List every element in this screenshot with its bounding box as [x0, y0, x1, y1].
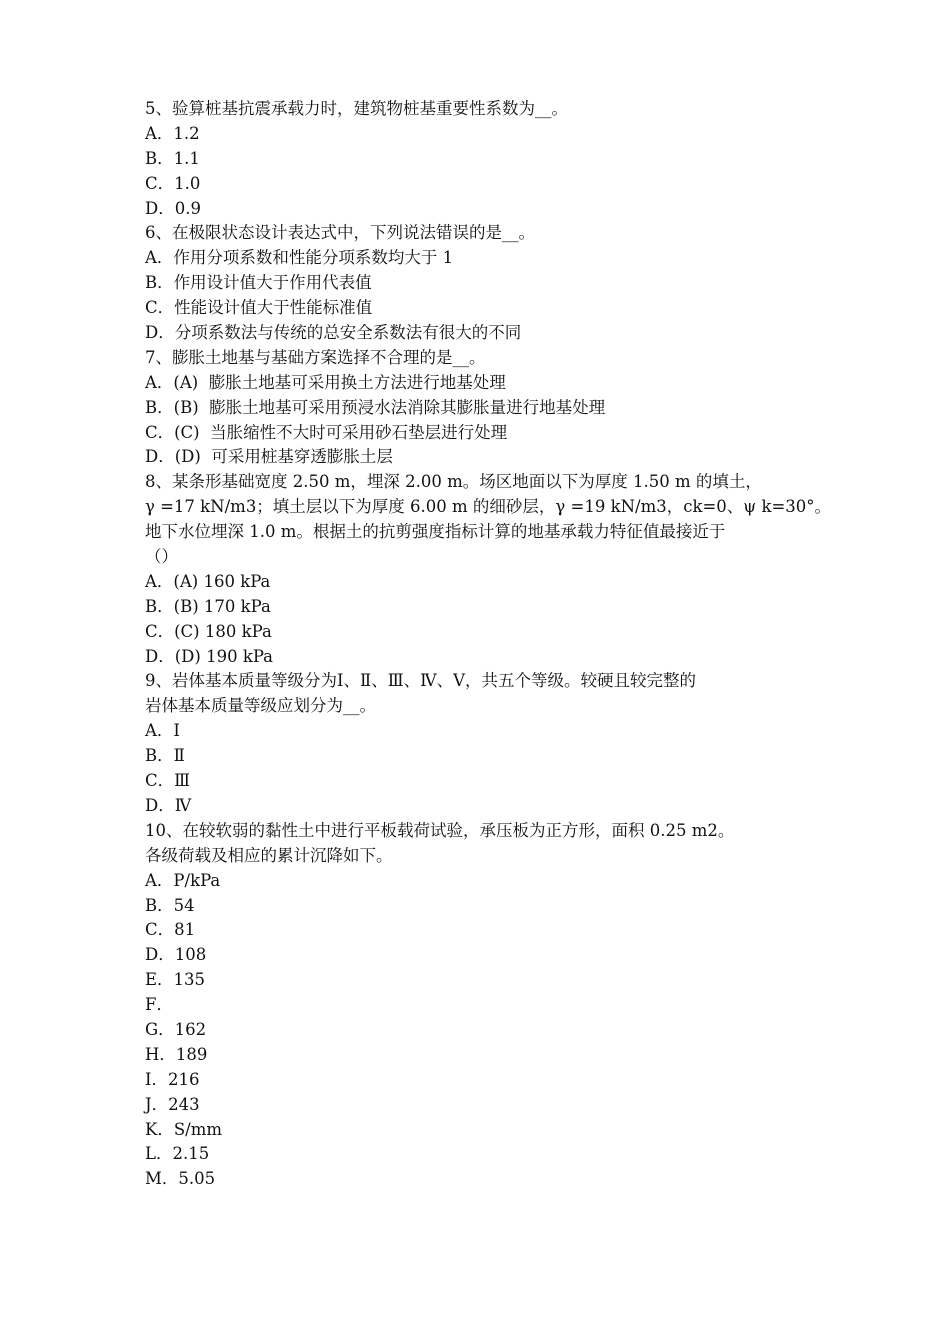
question-5 [145, 97, 825, 221]
option-c: C．Ⅲ [145, 771, 191, 791]
option-c: C．1.0 [145, 173, 201, 193]
option-k: K．S/mm [145, 1119, 222, 1139]
option-l: L．2.15 [145, 1144, 210, 1164]
question-8 [145, 470, 832, 669]
option-d: D．Ⅳ [145, 795, 192, 815]
question-10 [145, 819, 825, 1192]
question-9 [145, 669, 825, 818]
question-stem: 5、验算桩基抗震承载力时，建筑物桩基重要性系数为__。 [145, 99, 568, 118]
question-stem-line-1: 10、在较软弱的黏性土中进行平板载荷试验，承压板为正方形，面积 0.25 m2。 [145, 820, 735, 840]
option-a: A．(A) 膨胀土地基可采用换土方法进行地基处理 [145, 372, 506, 392]
option-b: B．(B) 170 kPa [145, 596, 271, 616]
option-b: B．作用设计值大于作用代表值 [145, 273, 372, 293]
option-a: A．P/kPa [145, 870, 221, 890]
option-d: D．0.9 [145, 198, 201, 218]
option-d: D．(D) 可采用桩基穿透膨胀土层 [145, 447, 393, 467]
question-stem-line-2: 岩体基本质量等级应划分为__。 [145, 696, 376, 716]
question-stem-line-2: 各级荷载及相应的累计沉降如下。 [145, 845, 393, 865]
option-b: B．1.1 [145, 148, 200, 168]
option-c: C．性能设计值大于性能标准值 [145, 298, 373, 318]
option-a: A．(A) 160 kPa [145, 571, 271, 591]
question-7 [145, 346, 825, 470]
question-stem-line-2: γ =17 kN/m3；填土层以下为厚度 6.00 m 的细砂层，γ =19 kN/m3，ck=0、ψ k=30°。 [145, 497, 832, 517]
option-a: A．1.2 [145, 123, 200, 143]
option-a: A．作用分项系数和性能分项系数均大于 1 [145, 248, 454, 268]
option-d: D．分项系数法与传统的总安全系数法有很大的不同 [145, 323, 522, 343]
option-b: B．(B) 膨胀土地基可采用预浸水法消除其膨胀量进行地基处理 [145, 397, 606, 417]
option-b: B．Ⅱ [145, 746, 185, 766]
option-c: C．(C) 当胀缩性不大时可采用砂石垫层进行处理 [145, 422, 508, 442]
option-d: D．108 [145, 945, 207, 965]
option-j: J．243 [145, 1094, 200, 1114]
question-stem-line-1: 8、某条形基础宽度 2.50 m，埋深 2.00 m。场区地面以下为厚度 1.50 m 的填土， [145, 472, 762, 492]
option-m: M．5.05 [145, 1169, 216, 1189]
option-b: B．54 [145, 895, 195, 915]
question-stem: 6、在极限状态设计表达式中，下列说法错误的是__。 [145, 223, 535, 243]
option-c: C．81 [145, 920, 196, 940]
option-d: D．(D) 190 kPa [145, 646, 274, 666]
option-a: A．Ⅰ [145, 721, 180, 741]
option-g: G．162 [145, 1019, 207, 1039]
option-e: E．135 [145, 970, 206, 990]
question-stem-line-3: 地下水位埋深 1.0 m。根据土的抗剪强度指标计算的地基承载力特征值最接近于 [145, 522, 726, 542]
question-6 [145, 221, 825, 345]
question-stem-line-4: （） [145, 547, 178, 567]
option-f: F． [145, 995, 173, 1015]
question-stem-line-1: 9、岩体基本质量等级分为Ⅰ、Ⅱ、Ⅲ、Ⅳ、Ⅴ，共五个等级。较硬且较完整的 [145, 671, 697, 691]
option-c: C．(C) 180 kPa [145, 621, 272, 641]
option-h: H．189 [145, 1044, 208, 1064]
question-stem: 7、膨胀土地基与基础方案选择不合理的是__。 [145, 347, 486, 367]
document-page [145, 97, 832, 1192]
option-i: I．216 [145, 1069, 200, 1089]
